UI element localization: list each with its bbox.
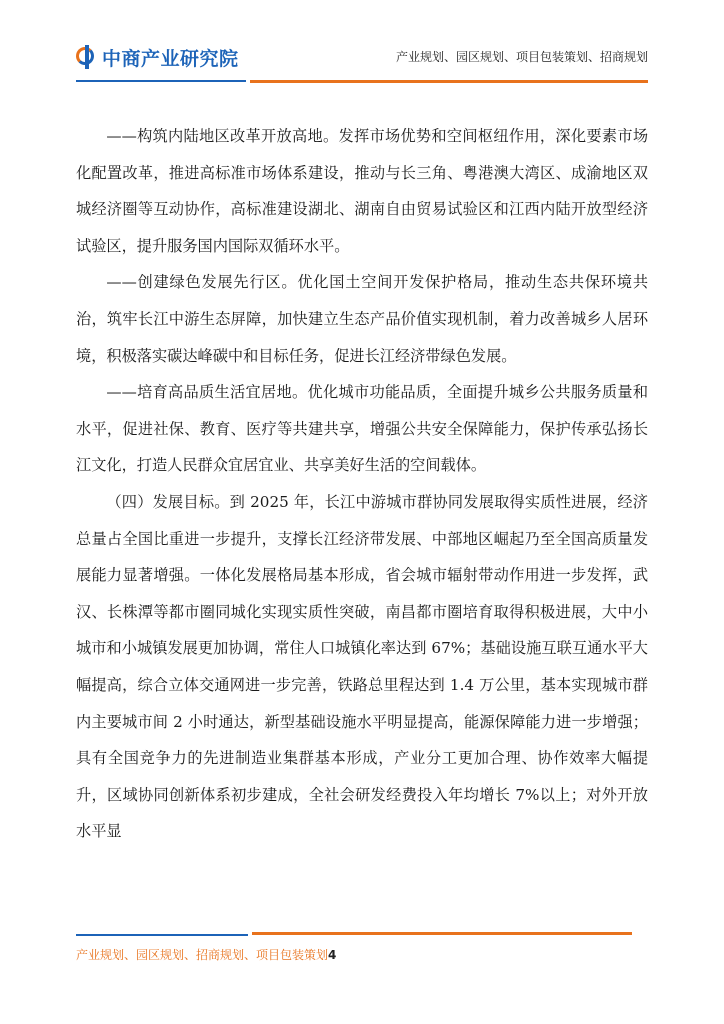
paragraph-quality-living: ——培育高品质生活宜居地。优化城市功能品质，全面提升城乡公共服务质量和水平，促进社保、教育、医疗等共建共享，增强公共安全保障能力，保护传承弘扬长江文化，打造人民群众宜居宜业、共享美好生活的空间载体。 bbox=[76, 383, 648, 475]
header-divider-orange bbox=[250, 80, 648, 83]
footer-divider-blue bbox=[76, 934, 248, 936]
document-body bbox=[76, 118, 648, 850]
footer-divider-orange bbox=[252, 932, 632, 935]
paragraph-reform-opening: ——构筑内陆地区改革开放高地。发挥市场优势和空间枢纽作用，深化要素市场化配置改革，推进高标准市场体系建设，推动与长三角、粤港澳大湾区、成渝地区双城经济圈等互动协作，高标准建设湖北、湖南自由贸易试验区和江西内陆开放型经济试验区，提升服务国内国际双循环水平。 bbox=[76, 127, 648, 255]
paragraph-green-development: ——创建绿色发展先行区。优化国土空间开发保护格局，推动生态共保环境共治，筑牢长江中游生态屏障，加快建立生态产品价值实现机制，着力改善城乡人居环境，积极落实碳达峰碳中和目标任务，促进长江经济带绿色发展。 bbox=[76, 273, 648, 365]
page-number: 4 bbox=[328, 948, 337, 962]
header-divider-blue bbox=[76, 80, 246, 82]
page-footer bbox=[76, 946, 336, 963]
paragraph-development-goals: （四）发展目标。到 2025 年，长江中游城市群协同发展取得实质性进展，经济总量占全国比重进一步提升，支撑长江经济带发展、中部地区崛起乃至全国高质量发展能力显著增强。一体化发展格局基本形成，省会城市辐射带动作用进一步发挥，武汉、长株潭等都市圈同城化实现实质性突破，南昌都市圈培育取得积极进展，大中小城市和小城镇发展更加协调，常住人口城镇化率达到 67%；基础设施互联互通水平大幅提高，综合立体交通网进一步完善，铁路总里程达到 1.4 万公里，基本实现城市群内主要城市间 2 小时通达，新型基础设施水平明显提高，能源保障能力进一步增强；具有全国竞争力的先进制造业集群基本形成，产业分工更加合理、协作效率大幅提升，区域协同创新体系初步建成，全社会研发经费投入年均增长 7%以上；对外开放水平显 bbox=[76, 492, 648, 841]
footer-tagline: 产业规划、园区规划、招商规划、项目包装策划 bbox=[76, 948, 329, 962]
logo-mark-icon bbox=[76, 47, 98, 69]
page-header bbox=[0, 0, 724, 90]
logo-text: 中商产业研究院 bbox=[102, 48, 239, 70]
company-logo bbox=[76, 44, 239, 71]
header-tagline: 产业规划、园区规划、项目包装策划、招商规划 bbox=[395, 50, 648, 64]
